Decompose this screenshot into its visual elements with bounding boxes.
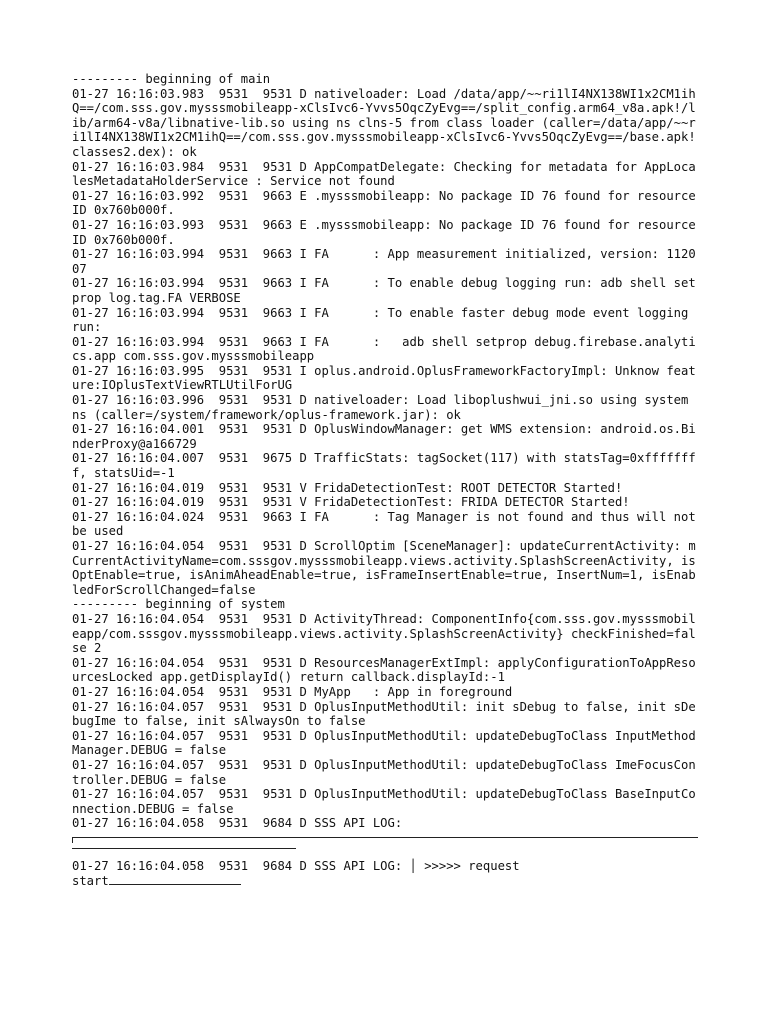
log-line: 01-27 16:16:04.019 9531 9531 V FridaDetectionTest: FRIDA DETECTOR Started!: [72, 495, 630, 510]
log-line: --------- beginning of main: [72, 72, 271, 86]
request-line-prefix: 01-27 16:16:04.058 9531 9684 D SSS API LOG: │ >>>>> request: [72, 858, 520, 873]
log-line: 01-27 16:16:03.994 9531 9663 I FA : To enable faster debug mode event logging run:: [72, 305, 696, 335]
box-top-border: [72, 837, 698, 838]
log-line: 01-27 16:16:04.007 9531 9675 D TrafficStats: tagSocket(117) with statsTag=0xffffffff, statsUid=-1: [72, 451, 696, 481]
log-document: [72, 72, 704, 889]
log-line: 01-27 16:16:04.001 9531 9531 D OplusWindowManager: get WMS extension: android.os.BinderProxy@a166729: [72, 422, 696, 451]
log-line: 01-27 16:16:04.054 9531 9531 D ActivityThread: ComponentInfo{com.sss.gov.mysssmobileapp/com.sssgov.mysssmobileapp.views.activity.SplashScreenActivity} checkFinished=false 2: [72, 611, 696, 656]
log-line: 01-27 16:16:03.994 9531 9663 I FA : To enable debug logging run: adb shell setprop log.tag.FA VERBOSE: [72, 276, 696, 305]
log-line: 01-27 16:16:03.992 9531 9663 E .mysssmobileapp: No package ID 76 found for resource ID 0x760b000f.: [72, 188, 704, 218]
log-line: 01-27 16:16:03.984 9531 9531 D AppCompatDelegate: Checking for metadata for AppLocalesMetadataHolderService : Service not found: [72, 159, 696, 189]
log-line: 01-27 16:16:04.054 9531 9531 D MyApp : App in foreground: [72, 684, 513, 699]
log-line-request-start: [72, 859, 698, 889]
log-line: --------- beginning of system: [72, 597, 285, 612]
log-line: 01-27 16:16:04.054 9531 9531 D ResourcesManagerExtImpl: applyConfigurationToAppResourcesLocked app.getDisplayId() return callback.displayId:-1: [72, 655, 696, 685]
box-border-continuation: [72, 848, 296, 849]
log-line: 01-27 16:16:03.994 9531 9663 I FA : adb shell setprop debug.firebase.analytics.app com.sss.gov.mysssmobileapp: [72, 334, 696, 364]
log-lines: [72, 72, 704, 831]
request-underline: [109, 873, 241, 885]
log-line: 01-27 16:16:03.996 9531 9531 D nativeloader: Load liboplushwui_jni.so using system ns (caller=/system/framework/oplus-framework.jar): ok: [72, 393, 696, 422]
log-line: 01-27 16:16:03.983 9531 9531 D nativeloader: Load /data/app/~~ri1lI4NX138WI1x2CM1ihQ==/com.sss.gov.mysssmobileapp-xClsIvc6-Yvvs5OqcZyEvg==/split_config.arm64_v8a.apk!/lib/arm64-v8a/libnative-lib.so using ns clns-5 from class loader (caller=/data/app/~~ri1lI4NX138WI1x2CM1ihQ==/com.sss.gov.mysssmobileapp-xClsIvc6-Yvvs5OqcZyEvg==/base.apk!classes2.dex): ok: [72, 86, 696, 159]
log-line: 01-27 16:16:04.057 9531 9531 D OplusInputMethodUtil: updateDebugToClass InputMethodManager.DEBUG = false: [72, 728, 696, 758]
log-line: 01-27 16:16:03.995 9531 9531 I oplus.android.OplusFrameworkFactoryImpl: Unknow feature:IOplusTextViewRTLUtilForUG: [72, 363, 696, 393]
log-line: 01-27 16:16:03.993 9531 9663 E .mysssmobileapp: No package ID 76 found for resource ID 0x760b000f.: [72, 217, 704, 247]
log-line: 01-27 16:16:04.054 9531 9531 D ScrollOptim [SceneManager]: updateCurrentActivity: mCurrentActivityName=com.sssgov.mysssmobileapp.views.activity.SplashScreenActivity, isOptEnable=true, isAnimAheadEnable=true, isFrameInsertEnable=true, InsertNum=1, isEnabledForScrollChanged=false: [72, 539, 696, 597]
log-line: 01-27 16:16:04.057 9531 9531 D OplusInputMethodUtil: updateDebugToClass ImeFocusController.DEBUG = false: [72, 757, 696, 787]
log-line: 01-27 16:16:04.019 9531 9531 V FridaDetectionTest: ROOT DETECTOR Started!: [72, 480, 623, 495]
log-line: 01-27 16:16:04.024 9531 9663 I FA : Tag Manager is not found and thus will not be used: [72, 509, 704, 539]
request-line-tail: start: [72, 874, 109, 889]
log-line: 01-27 16:16:03.994 9531 9663 I FA : App measurement initialized, version: 112007: [72, 247, 696, 276]
log-line: 01-27 16:16:04.057 9531 9531 D OplusInputMethodUtil: init sDebug to false, init sDebugIme to false, init sAlwaysOn to false: [72, 699, 696, 729]
log-line: 01-27 16:16:04.058 9531 9684 D SSS API LOG:: [72, 816, 403, 831]
log-line: 01-27 16:16:04.057 9531 9531 D OplusInputMethodUtil: updateDebugToClass BaseInputConnection.DEBUG = false: [72, 787, 696, 816]
